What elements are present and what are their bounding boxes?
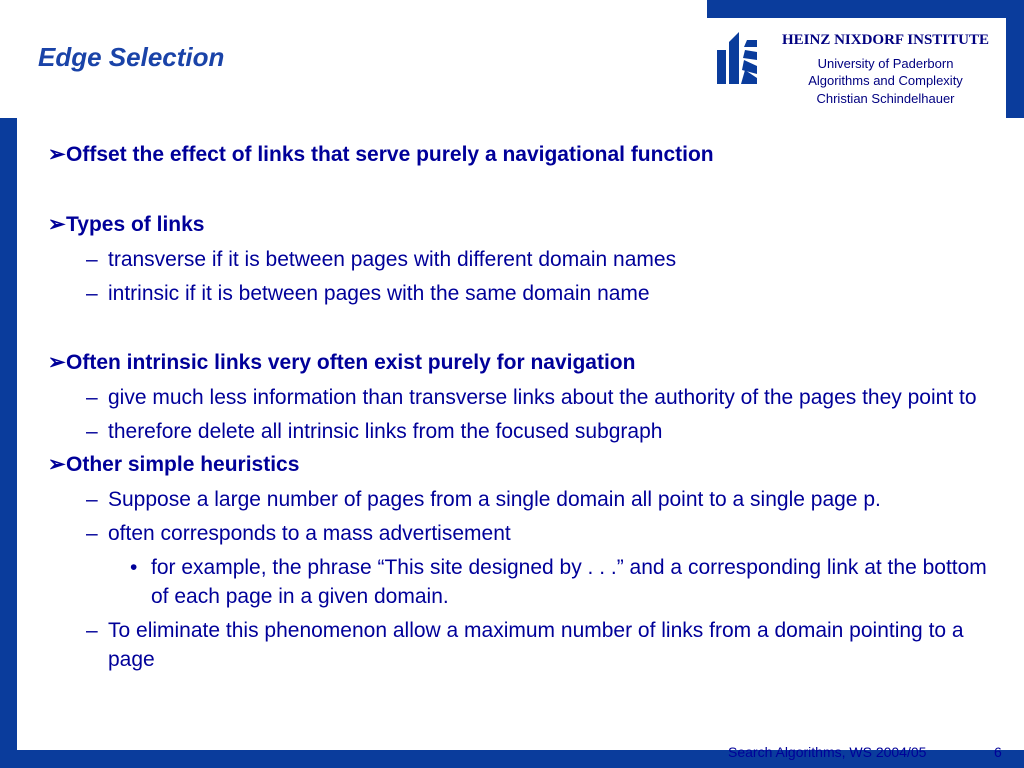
- bullet-text: Often intrinsic links very often exist purely for navigation: [66, 351, 636, 374]
- top-frame-bar: [707, 0, 1024, 18]
- slide-title: Edge Selection: [38, 42, 225, 72]
- arrow-bullet-icon: ➢: [48, 213, 66, 236]
- right-frame-bar: [1006, 0, 1024, 118]
- sub-sub-bullet-text: for example, the phrase “This site designed by . . .” and a corresponding link at the bottom of each page in a given domain.: [151, 556, 987, 608]
- sub-bullet-text: intrinsic if it is between pages with the same domain name: [108, 282, 650, 305]
- sub-bullet-less-information: – give much less information than transverse links about the authority of the pages they point to: [86, 386, 977, 409]
- sub-bullet-text: Suppose a large number of pages from a single domain all point to a single page p.: [108, 488, 881, 511]
- bullet-text: Offset the effect of links that serve purely a navigational function: [66, 143, 714, 166]
- bullet-types-of-links: [48, 210, 988, 240]
- institute-name: HEINZ NIXDORF INSTITUTE: [782, 32, 989, 48]
- sub-bullet-text: To eliminate this phenomenon allow a maximum number of links from a domain pointing to a page: [108, 619, 964, 671]
- institute-group: Algorithms and Complexity: [808, 73, 963, 88]
- sub-sub-bullet-example: • for example, the phrase “This site designed by . . .” and a corresponding link at the bottom of each page in a given domain.: [130, 556, 987, 608]
- bullet-text: Types of links: [66, 213, 205, 236]
- sub-bullet-mass-advertisement: – often corresponds to a mass advertisement: [86, 522, 511, 545]
- bullet-offset-effect: [48, 140, 988, 170]
- arrow-bullet-icon: ➢: [48, 143, 66, 166]
- institute-author: Christian Schindelhauer: [816, 91, 955, 106]
- bullet-intrinsic-navigation: [48, 348, 988, 378]
- sub-bullet-eliminate-phenomenon: – To eliminate this phenomenon allow a maximum number of links from a domain pointing to a page: [86, 619, 964, 671]
- arrow-bullet-icon: ➢: [48, 453, 66, 476]
- footer-course: Search Algorithms, WS 2004/05: [728, 744, 927, 760]
- sub-bullet-text: therefore delete all intrinsic links from the focused subgraph: [108, 420, 663, 443]
- page-number: 6: [994, 744, 1002, 760]
- sub-bullet-text: give much less information than transverse links about the authority of the pages they point to: [108, 386, 977, 409]
- left-frame-bar: [0, 118, 17, 750]
- sub-bullet-text: transverse if it is between pages with different domain names: [108, 248, 677, 271]
- slide-body: [48, 136, 988, 674]
- sub-bullet-text: often corresponds to a mass advertisement: [108, 522, 511, 545]
- institute-university: University of Paderborn: [817, 56, 954, 71]
- sub-bullet-single-domain: – Suppose a large number of pages from a single domain all point to a single page p.: [86, 488, 881, 511]
- sub-bullet-delete-intrinsic: – therefore delete all intrinsic links from the focused subgraph: [86, 420, 663, 443]
- arrow-bullet-icon: ➢: [48, 351, 66, 374]
- bullet-text: Other simple heuristics: [66, 453, 300, 476]
- sub-bullet-intrinsic: – intrinsic if it is between pages with the same domain name: [86, 282, 650, 305]
- institute-header: [707, 18, 1006, 118]
- sub-bullet-transverse: – transverse if it is between pages with different domain names: [86, 248, 677, 271]
- institute-logo-icon: [717, 30, 761, 86]
- bullet-other-heuristics: [48, 450, 988, 480]
